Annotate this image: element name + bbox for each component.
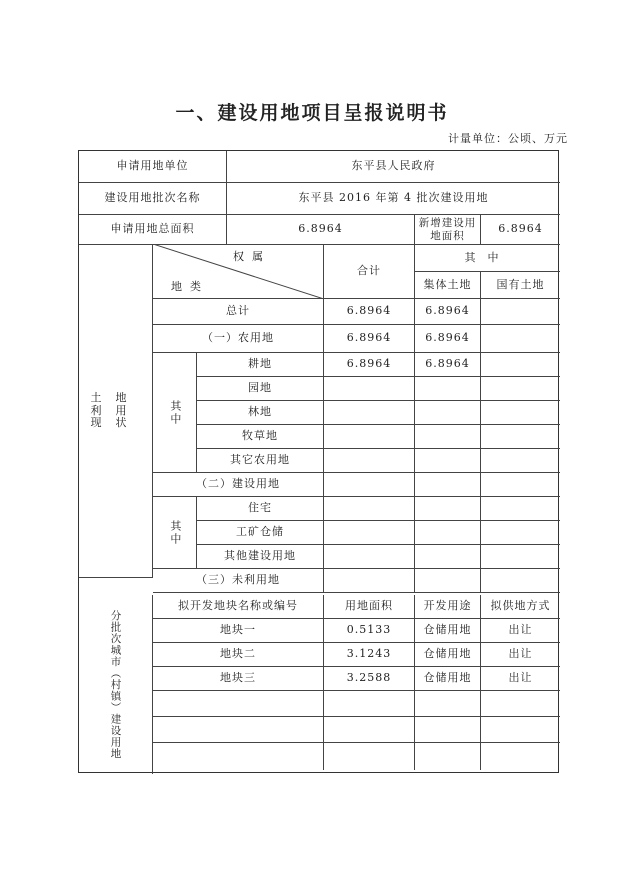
construction-of-which-label: 其中 (153, 497, 197, 569)
land-row-total (324, 497, 415, 521)
land-row-total (324, 401, 415, 425)
land-row-state (481, 353, 560, 377)
land-row-collective (415, 401, 481, 425)
parcel-name (153, 691, 324, 717)
ownership-landtype-header (153, 244, 324, 299)
col-parcel-supply-header: 拟供地方式 (481, 595, 560, 619)
land-row-collective (415, 425, 481, 449)
parcel-use (415, 717, 481, 743)
col-parcel-name-header: 拟开发地块名称或编号 (153, 595, 324, 619)
parcel-area (324, 743, 415, 770)
parcel-area (324, 691, 415, 717)
land-row-total (324, 521, 415, 545)
parcel-use: 仓储用地 (415, 667, 481, 691)
land-use-section-label: 土地利用现状 (79, 245, 153, 578)
landtype-label: 地类 (171, 280, 209, 293)
land-row-collective (415, 473, 481, 497)
land-row-label: 林地 (197, 401, 324, 425)
land-row-label: 其他建设用地 (197, 545, 324, 569)
ownership-label: 权属 (233, 250, 271, 263)
land-row-state (481, 473, 560, 497)
land-row-total: 6.8964 (324, 299, 415, 325)
total-area-value: 6.8964 (227, 215, 415, 245)
land-row-label: 其它农用地 (197, 449, 324, 473)
parcel-name: 地块二 (153, 643, 324, 667)
parcel-supply: 出让 (481, 619, 560, 643)
parcel-use: 仓储用地 (415, 643, 481, 667)
parcel-supply (481, 717, 560, 743)
parcel-area: 0.5133 (324, 619, 415, 643)
land-row-label: 耕地 (197, 353, 324, 377)
land-row-state (481, 449, 560, 473)
parcel-name (153, 717, 324, 743)
parcel-area: 3.2588 (324, 667, 415, 691)
project-report-table (78, 150, 559, 773)
land-row-total (324, 449, 415, 473)
land-row-total (324, 473, 415, 497)
batch-label: 建设用地批次名称 (79, 183, 227, 215)
applicant-value: 东平县人民政府 (227, 151, 560, 183)
batch-value: 东平县 2016 年第 4 批次建设用地 (227, 183, 560, 215)
col-of-which-header: 其中 (415, 245, 560, 272)
land-row-total (324, 545, 415, 569)
parcel-area (324, 717, 415, 743)
land-row-label: （一）农用地 (153, 325, 324, 353)
agri-of-which-label: 其中 (153, 353, 197, 473)
parcel-supply: 出让 (481, 667, 560, 691)
land-row-collective (415, 497, 481, 521)
col-total-header: 合计 (324, 245, 415, 299)
parcel-supply (481, 743, 560, 770)
col-parcel-area-header: 用地面积 (324, 595, 415, 619)
parcel-area: 3.1243 (324, 643, 415, 667)
document-title: 一、建设用地项目呈报说明书 (175, 102, 449, 124)
parcel-name (153, 743, 324, 770)
land-row-label: 牧草地 (197, 425, 324, 449)
land-row-state (481, 299, 560, 325)
land-row-collective (415, 521, 481, 545)
land-row-label: （三）未利用地 (153, 569, 324, 593)
applicant-label: 申请用地单位 (79, 151, 227, 183)
parcel-use: 仓储用地 (415, 619, 481, 643)
parcel-use (415, 743, 481, 770)
land-row-collective: 6.8964 (415, 299, 481, 325)
total-area-label: 申请用地总面积 (79, 215, 227, 245)
parcels-section-label: 分批次城市（村镇）建设用地 (79, 595, 153, 774)
land-row-collective (415, 545, 481, 569)
land-row-label: 总计 (153, 299, 324, 325)
parcel-name: 地块一 (153, 619, 324, 643)
land-row-state (481, 569, 560, 593)
land-row-state (481, 325, 560, 353)
land-row-label: 住宅 (197, 497, 324, 521)
land-row-label: 园地 (197, 377, 324, 401)
unit-note: 计量单位：公顷、万元 (448, 132, 568, 145)
land-row-state (481, 377, 560, 401)
parcel-supply (481, 691, 560, 717)
land-row-collective (415, 449, 481, 473)
land-row-state (481, 401, 560, 425)
land-row-collective (415, 377, 481, 401)
land-row-total (324, 425, 415, 449)
land-row-collective: 6.8964 (415, 325, 481, 353)
land-row-total (324, 377, 415, 401)
col-parcel-use-header: 开发用途 (415, 595, 481, 619)
land-row-collective: 6.8964 (415, 353, 481, 377)
new-area-label: 新增建设用地面积 (415, 215, 481, 245)
land-row-collective (415, 569, 481, 593)
col-collective-header: 集体土地 (415, 272, 481, 299)
land-row-label: （二）建设用地 (153, 473, 324, 497)
land-row-state (481, 497, 560, 521)
land-row-total: 6.8964 (324, 325, 415, 353)
col-state-header: 国有土地 (481, 272, 560, 299)
land-row-total (324, 569, 415, 593)
new-area-value: 6.8964 (481, 215, 560, 245)
parcel-use (415, 691, 481, 717)
parcel-supply: 出让 (481, 643, 560, 667)
land-row-state (481, 545, 560, 569)
land-row-state (481, 425, 560, 449)
parcel-name: 地块三 (153, 667, 324, 691)
land-row-state (481, 521, 560, 545)
land-row-total: 6.8964 (324, 353, 415, 377)
land-row-label: 工矿仓储 (197, 521, 324, 545)
